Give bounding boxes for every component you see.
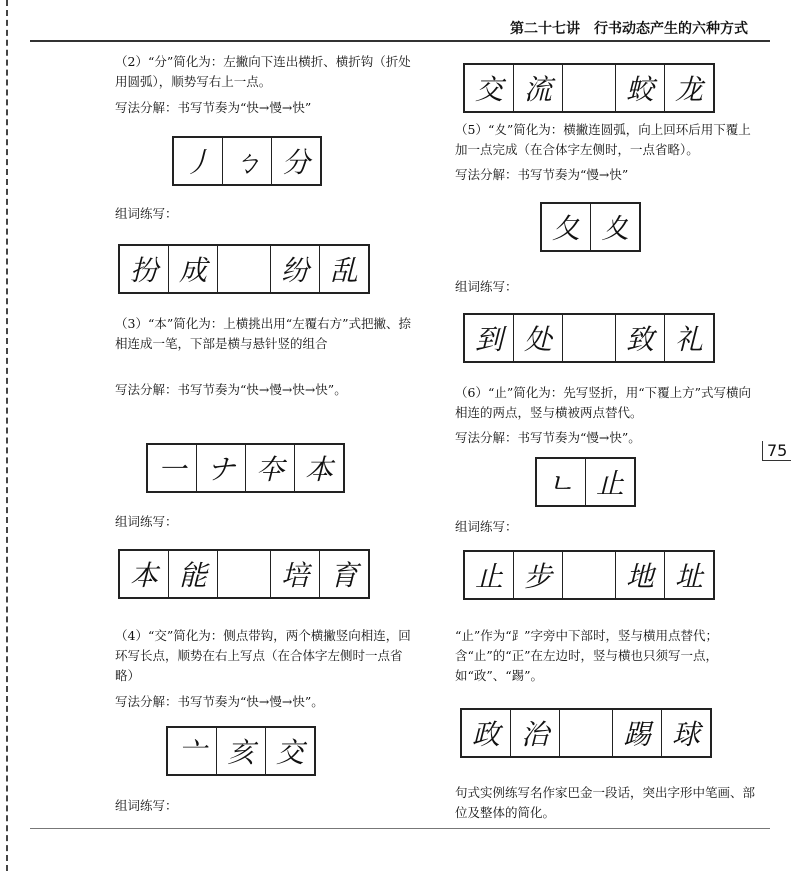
section-4-text: （4）“交”简化为：侧点带钩，两个横撇竖向相连，回环写长点，顺势在右上写点（在合体字左侧时一点省略）: [115, 628, 411, 683]
practice-cell: 止: [465, 552, 514, 598]
practice-cell: 能: [169, 551, 218, 597]
practice-cell: 成: [169, 246, 218, 292]
practice-cell: 地: [616, 552, 665, 598]
decomp-box-3: [146, 443, 345, 493]
decomp-cell: 本: [304, 453, 333, 486]
practice-cell: 交: [465, 65, 514, 111]
decomp-cell: 夂: [542, 204, 591, 250]
practice-box-6: [463, 550, 715, 600]
section-6-method: 写法分解：书写节奏为“慢→快”。: [455, 430, 641, 445]
decomp-cell: ㄅ: [223, 138, 272, 184]
header-rule: [30, 40, 770, 42]
decomp-box-5: [540, 202, 641, 252]
practice-cell: 蛟: [616, 65, 665, 111]
practice-cell: 球: [671, 718, 700, 751]
decomp-cell: 亠: [168, 728, 217, 774]
practice-box-5: [463, 313, 715, 363]
practice-cell: 址: [674, 560, 703, 593]
practice-cell: 礼: [674, 323, 703, 356]
section-5-text: （5）“夊”简化为：横撇连圆弧，向上回环后用下覆上加一点完成（在合体字左侧时，一点省略）。: [455, 122, 751, 157]
decomp-cell: 分: [281, 146, 310, 179]
binding-edge: [0, 0, 8, 871]
practice-cell: 纷: [271, 246, 320, 292]
practice-cell: 致: [616, 315, 665, 361]
section-5-method: 写法分解：书写节奏为“慢→快”: [455, 167, 629, 182]
decomp-cell: ㄴ: [537, 459, 586, 505]
section-2-text: （2）“分”简化为：左撇向下连出横折、横折钩（折处用圆弧），顺势写右上一点。: [115, 54, 411, 89]
practice-label: 组词练写：: [115, 798, 178, 813]
section-6-note: “止”作为“⻊”字旁中下部时，竖与横用点替代；含“止”的“正”在左边时，竖与横也只须写一点，如“政”、“踢”。: [455, 628, 719, 683]
practice-label: 组词练写：: [115, 206, 178, 221]
section-3-method: 写法分解：书写节奏为“快→慢→快→快”。: [115, 382, 347, 397]
practice-cell: 扮: [120, 246, 169, 292]
practice-cell: 培: [271, 551, 320, 597]
practice-cell: 踢: [613, 710, 662, 756]
closing-text: 句式实例练写名作家巴金一段话，突出字形中笔画、部位及整体的简化。: [455, 785, 756, 820]
practice-cell-empty: [218, 246, 271, 292]
decomp-cell: ナ: [197, 445, 246, 491]
decomp-box-2: [172, 136, 322, 186]
decomp-box-4: [166, 726, 316, 776]
page-number: 75: [762, 441, 791, 461]
decomp-cell: 夲: [246, 445, 295, 491]
practice-box-4: [463, 63, 715, 113]
practice-cell-empty: [560, 710, 613, 756]
practice-cell-empty: [563, 65, 616, 111]
practice-cell: 政: [462, 710, 511, 756]
decomp-cell: 交: [275, 736, 304, 769]
practice-box-3: [118, 549, 370, 599]
decomp-cell: 丿: [174, 138, 223, 184]
practice-cell: 步: [514, 552, 563, 598]
decomp-box-6: [535, 457, 636, 507]
practice-label: 组词练写：: [455, 519, 518, 534]
section-3-text: （3）“本”简化为：上横挑出用“左覆右方”式把撇、捺相连成一笔，下部是横与悬针竖的组合: [115, 316, 412, 351]
practice-cell: 乱: [329, 254, 358, 287]
decomp-cell: 一: [148, 445, 197, 491]
practice-cell: 本: [120, 551, 169, 597]
practice-label: 组词练写：: [115, 514, 178, 529]
practice-box-2: [118, 244, 370, 294]
decomp-cell: 止: [595, 467, 624, 500]
decomp-cell: 亥: [217, 728, 266, 774]
practice-cell: 处: [514, 315, 563, 361]
practice-label: 组词练写：: [455, 279, 518, 294]
section-2-method: 写法分解：书写节奏为“快→慢→快”: [115, 100, 312, 115]
practice-cell: 流: [514, 65, 563, 111]
decomp-cell: 夊: [600, 212, 629, 245]
practice-cell-empty: [563, 315, 616, 361]
practice-cell-empty: [563, 552, 616, 598]
page-header: 第二十七讲 行书动态产生的六种方式: [510, 21, 748, 37]
practice-cell: 治: [511, 710, 560, 756]
section-4-method: 写法分解：书写节奏为“快→慢→快”。: [115, 694, 324, 709]
footer-rule: [30, 828, 770, 829]
practice-cell: 到: [465, 315, 514, 361]
practice-box-7: [460, 708, 712, 758]
practice-cell-empty: [218, 551, 271, 597]
practice-cell: 龙: [674, 73, 703, 106]
practice-cell: 育: [329, 559, 358, 592]
section-6-text: （6）“止”简化为：先写竖折，用“下覆上方”式写横向相连的两点，竖与横被两点替代。: [455, 385, 752, 420]
